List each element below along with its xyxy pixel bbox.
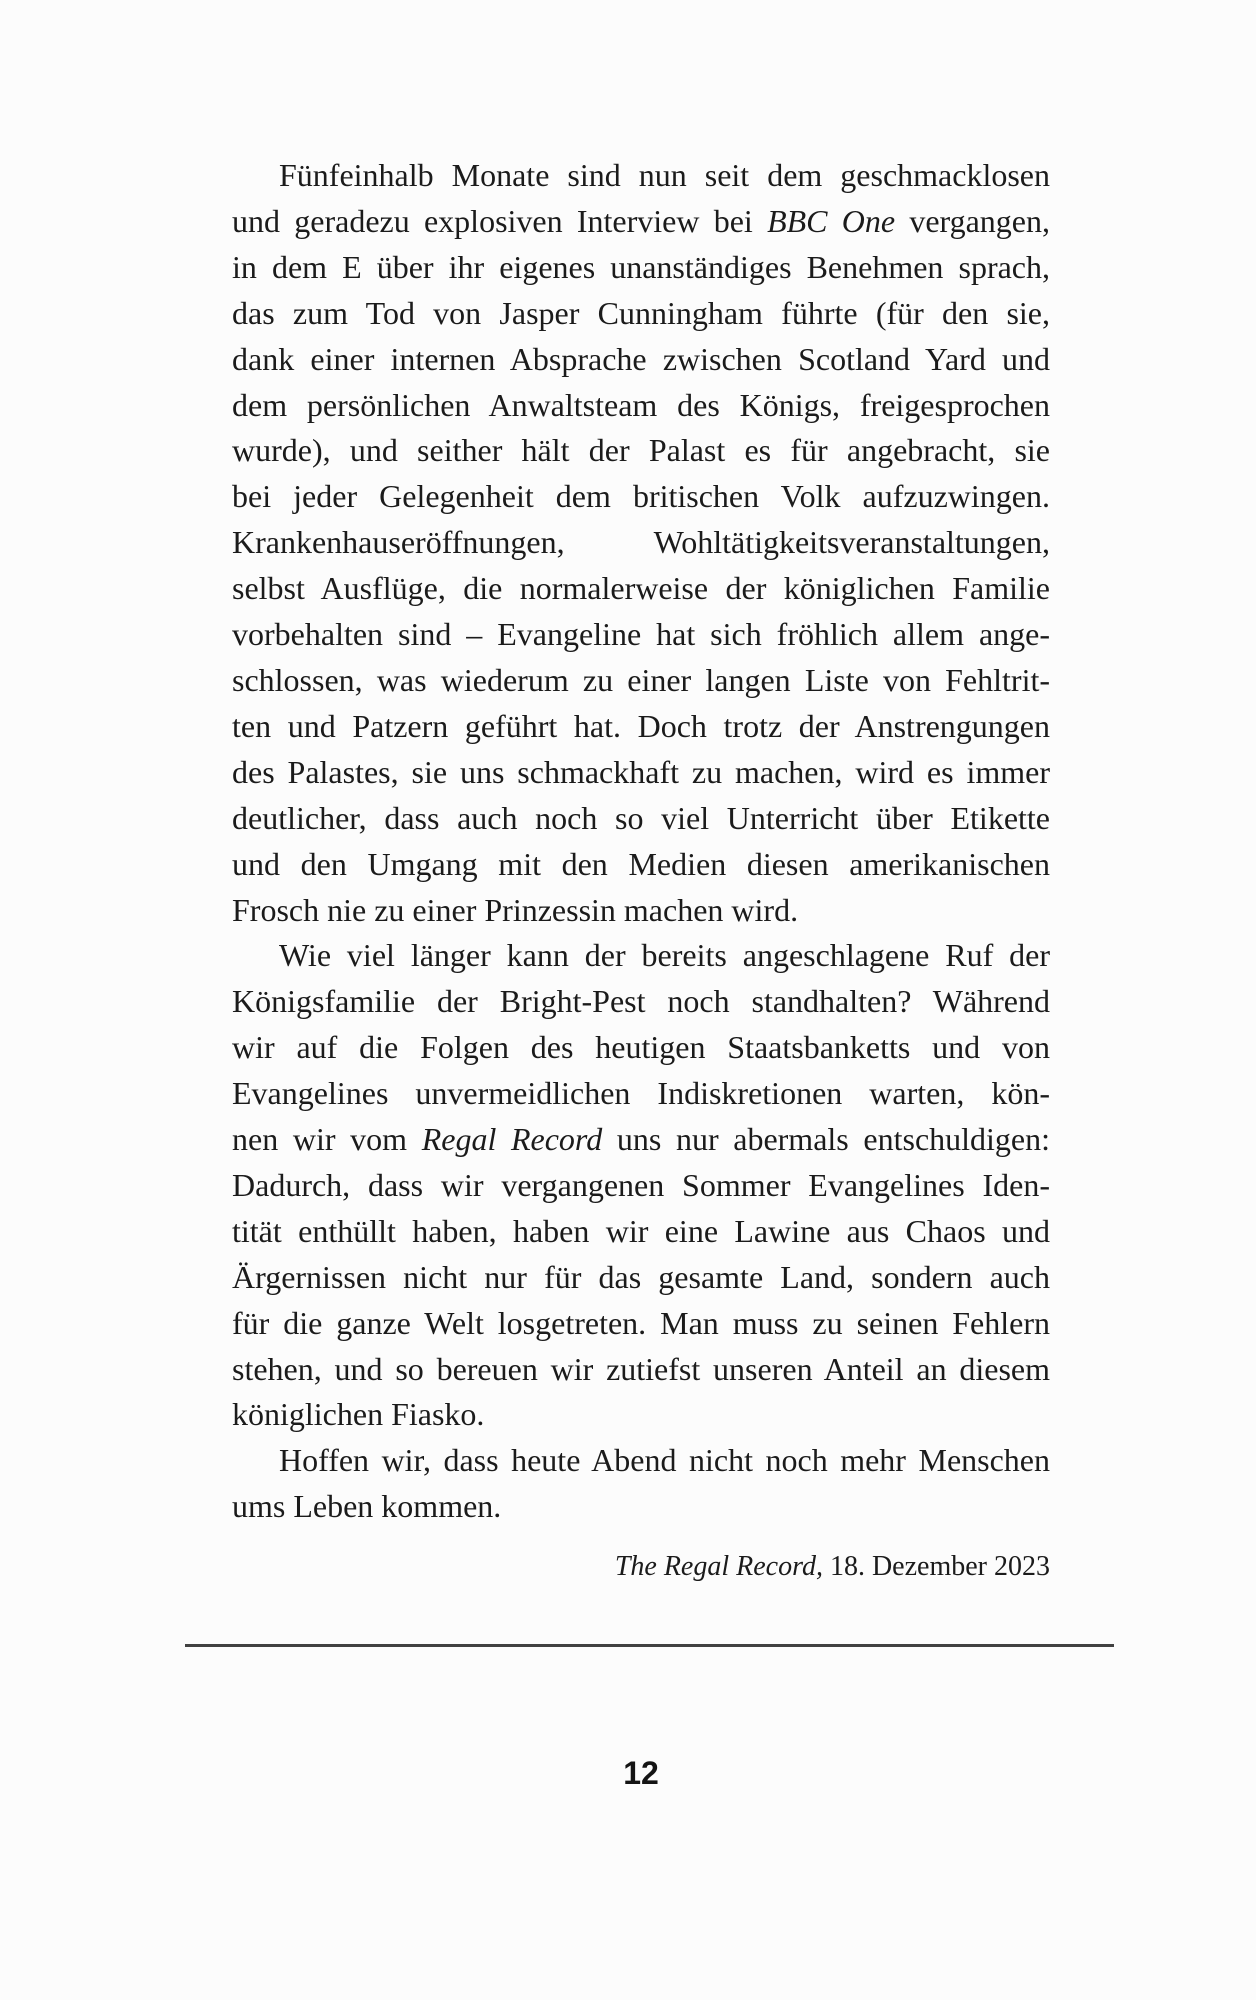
text-line [232, 520, 1050, 566]
text-line [232, 750, 1050, 796]
text-segment: vorbehalten sind – Evangeline hat sich fröhlich allem ange- [232, 616, 1050, 653]
text-segment: Wie viel länger kann der bereits angeschlagene Ruf der [279, 937, 1050, 974]
text-line [232, 199, 1050, 245]
text-segment: deutlicher, dass auch noch so viel Unterricht über Etikette [232, 799, 1050, 836]
paragraph [232, 1438, 1050, 1530]
text-line [232, 1163, 1050, 1209]
text-line [232, 566, 1050, 612]
text-line [232, 428, 1050, 474]
text-segment: tität enthüllt haben, haben wir eine Lawine aus Chaos und [232, 1212, 1050, 1249]
text-line [232, 658, 1050, 704]
paragraph [232, 153, 1050, 933]
text-segment: das zum Tod von Jasper Cunningham führte (für den sie, [232, 294, 1050, 331]
italic-text: The Regal Record, [614, 1551, 823, 1582]
text-segment: 18. Dezember 2023 [822, 1551, 1050, 1582]
text-segment: vergangen, [895, 202, 1050, 239]
article-signature [232, 1544, 1050, 1590]
text-segment: bei jeder Gelegenheit dem britischen Volk aufzuzwingen. [232, 478, 1050, 515]
text-segment: dank einer internen Absprache zwischen Scotland Yard und [232, 340, 1050, 377]
text-segment: Fünfeinhalb Monate sind nun seit dem geschmacklosen [279, 157, 1050, 193]
text-segment: Dadurch, dass wir vergangenen Sommer Evangelines Iden- [232, 1166, 1050, 1203]
text-segment: ums Leben kommen. [232, 1488, 502, 1525]
text-segment: und den Umgang mit den Medien diesen amerikanischen [232, 845, 1050, 882]
italic-text: BBC One [767, 202, 896, 239]
text-line [232, 1347, 1050, 1393]
text-segment: schlossen, was wiederum zu einer langen Liste von Fehltrit- [232, 661, 1050, 698]
text-segment: für die ganze Welt losgetreten. Man muss zu seinen Fehlern [232, 1304, 1050, 1341]
text-line [232, 796, 1050, 842]
text-line [232, 842, 1050, 888]
text-segment: wurde), und seither hält der Palast es für angebracht, sie [232, 432, 1050, 469]
text-segment: in dem E über ihr eigenes unanständiges Benehmen sprach, [232, 248, 1050, 285]
text-line [232, 1438, 1050, 1484]
text-segment: Königsfamilie der Bright-Pest noch standhalten? Während [232, 983, 1050, 1020]
text-line [232, 1301, 1050, 1347]
text-segment: uns nur abermals entschuldigen: [602, 1121, 1051, 1158]
text-line [232, 153, 1050, 199]
text-line [232, 1025, 1050, 1071]
text-line [232, 337, 1050, 383]
page-number: 12 [623, 1755, 659, 1791]
text-line [232, 1117, 1050, 1163]
article-body [232, 153, 1050, 1530]
text-segment: Evangelines unvermeidlichen Indiskretionen warten, kön- [232, 1075, 1050, 1112]
text-line [232, 612, 1050, 658]
italic-text: Regal Record [421, 1121, 603, 1158]
text-segment: nen wir vom [232, 1121, 422, 1158]
text-line [232, 1392, 1050, 1438]
text-line [232, 474, 1050, 520]
text-line [232, 383, 1050, 429]
text-line [232, 291, 1050, 337]
text-line [232, 1255, 1050, 1301]
text-line [232, 1071, 1050, 1117]
footer-divider [185, 1644, 1114, 1647]
text-segment: wir auf die Folgen des heutigen Staatsbanketts und von [232, 1029, 1050, 1066]
paragraph [232, 933, 1050, 1438]
text-segment: Hoffen wir, dass heute Abend nicht noch mehr Menschen [279, 1442, 1050, 1479]
text-segment: selbst Ausflüge, die normalerweise der königlichen Familie [232, 570, 1050, 607]
text-segment: und geradezu explosiven Interview bei [232, 202, 768, 239]
text-line [232, 245, 1050, 291]
text-line [232, 1484, 1050, 1530]
text-line [232, 979, 1050, 1025]
text-line [232, 933, 1050, 979]
text-segment: Krankenhauseröffnungen, Wohltätigkeitsveranstaltungen, [232, 524, 1050, 561]
text-segment: Ärgernissen nicht nur für das gesamte Land, sondern auch [232, 1258, 1050, 1295]
text-segment: Frosch nie zu einer Prinzessin machen wird. [232, 891, 799, 928]
text-segment: ten und Patzern geführt hat. Doch trotz der Anstrengungen [232, 707, 1050, 744]
text-line [232, 704, 1050, 750]
text-segment: stehen, und so bereuen wir zutiefst unseren Anteil an diesem [232, 1350, 1050, 1387]
text-segment: dem persönlichen Anwaltsteam des Königs, freigesprochen [232, 386, 1050, 423]
text-segment: des Palastes, sie uns schmackhaft zu machen, wird es immer [232, 753, 1050, 790]
text-segment: königlichen Fiasko. [232, 1396, 485, 1433]
text-line [232, 1209, 1050, 1255]
text-line [232, 888, 1050, 934]
